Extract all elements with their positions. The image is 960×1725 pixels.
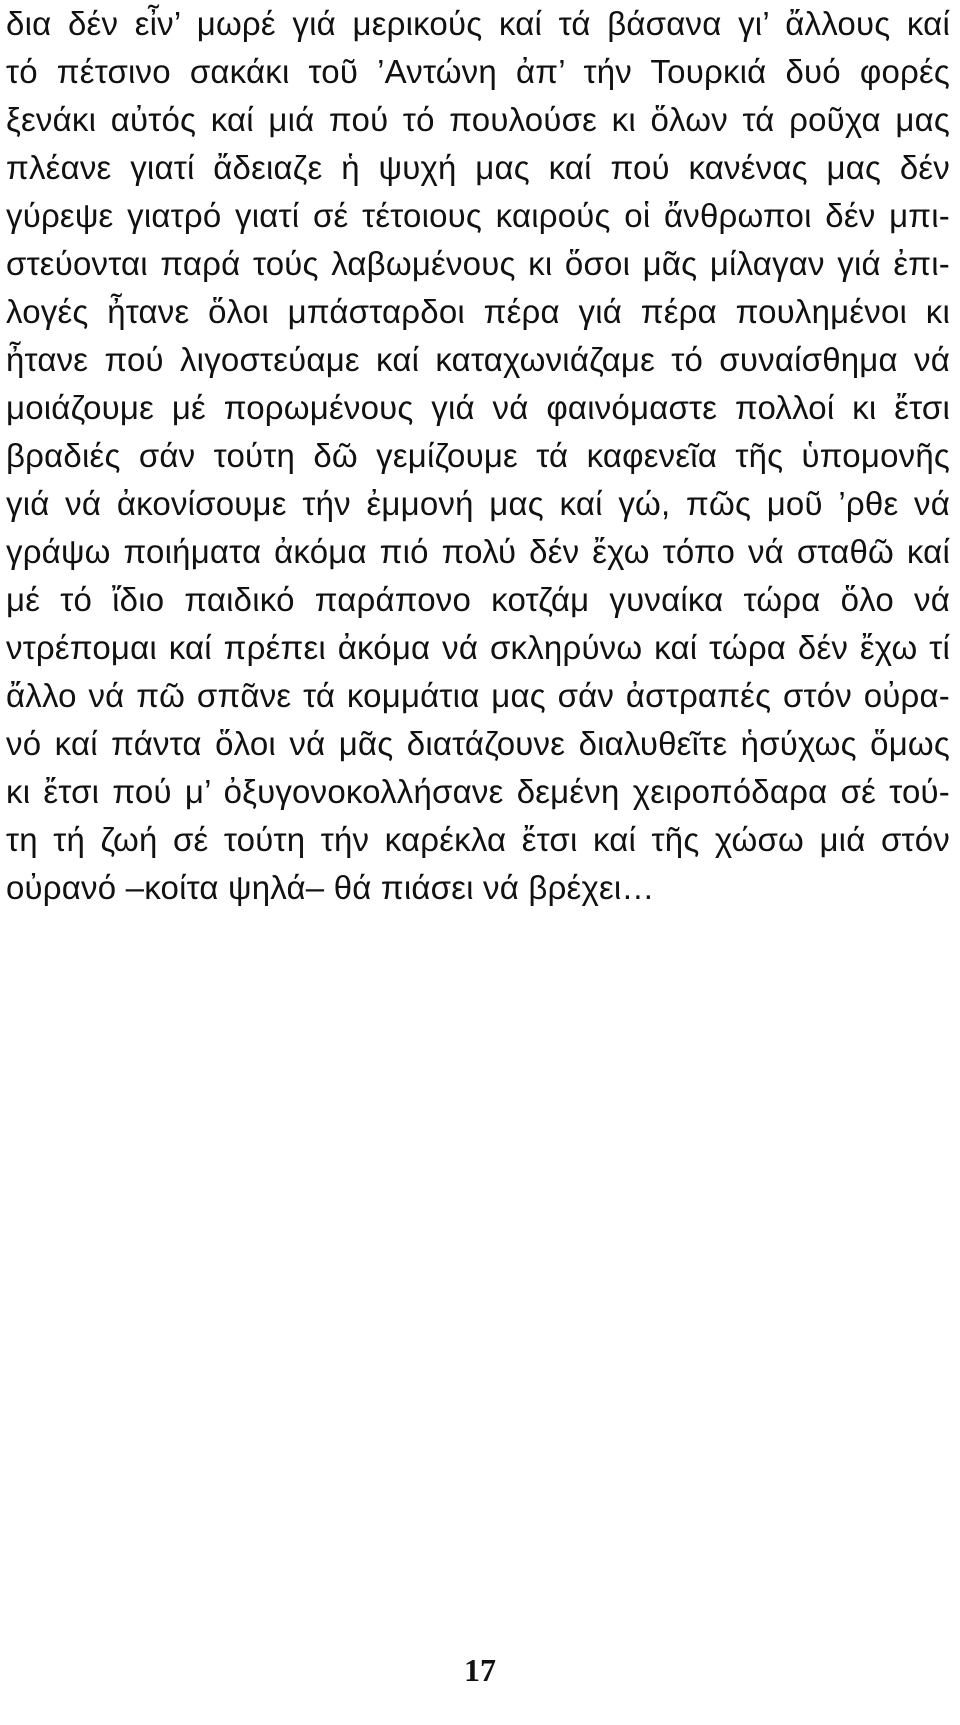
text-line: γιά νά ἀκονίσουμε τήν ἐμμονή μας καί γώ, πῶς μοῦ ’ρθε νά — [6, 485, 950, 522]
text-line: νό καί πάντα ὅλοι νά μᾶς διατάζουνε διαλυθεῖτε ἡσύχως ὅμως — [6, 725, 950, 762]
text-line: βραδιές σάν τούτη δῶ γεμίζουμε τά καφενεῖα τῆς ὑπομονῆς — [6, 437, 950, 474]
text-line: γύρεψε γιατρό γιατί σέ τέτοιους καιρούς οἱ ἄνθρωποι δέν μπι- — [6, 197, 950, 234]
text-line: μοιάζουμε μέ πορωμένους γιά νά φαινόμαστε πολλοί κι ἔτσι — [6, 389, 950, 426]
text-line: τη τή ζωή σέ τούτη τήν καρέκλα ἔτσι καί τῆς χώσω μιά στόν — [6, 821, 950, 858]
text-line: πλέανε γιατί ἄδειαζε ἡ ψυχή μας καί πού κανένας μας δέν — [6, 149, 950, 186]
page-number: 17 — [464, 1652, 496, 1688]
text-line: ἦτανε πού λιγοστεύαμε καί καταχωνιάζαμε τό συναίσθημα νά — [6, 341, 950, 378]
text-line-last: οὐρανό –κοίτα ψηλά– θά πιάσει νά βρέχει… — [6, 869, 655, 906]
text-line: γράψω ποιήματα ἀκόμα πιό πολύ δέν ἔχω τόπο νά σταθῶ καί — [6, 533, 950, 570]
text-line: δια δέν εἶν’ μωρέ γιά μερικούς καί τά βάσανα γι’ ἄλλους καί — [6, 5, 950, 42]
text-line: μέ τό ἴδιο παιδικό παράπονο κοτζάμ γυναίκα τώρα ὅλο νά — [6, 581, 950, 618]
text-line: ἄλλο νά πῶ σπᾶνε τά κομμάτια μας σάν ἀστραπές στόν οὐρα- — [6, 677, 950, 714]
body-text — [6, 0, 950, 912]
text-line: λογές ἦτανε ὅλοι μπάσταρδοι πέρα γιά πέρα πουλημένοι κι — [6, 293, 950, 330]
text-line: ντρέπομαι καί πρέπει ἀκόμα νά σκληρύνω καί τώρα δέν ἔχω τί — [6, 629, 950, 666]
text-line: κι ἔτσι πού μ’ ὀξυγονοκολλήσανε δεμένη χειροπόδαρα σέ τού- — [6, 773, 950, 810]
text-line: ξενάκι αὐτός καί μιά πού τό πουλούσε κι ὅλων τά ροῦχα μας — [6, 101, 950, 138]
text-line: στεύονται παρά τούς λαβωμένους κι ὅσοι μᾶς μίλαγαν γιά ἐπι- — [6, 245, 950, 282]
text-line: τό πέτσινο σακάκι τοῦ ’Αντώνη ἀπ’ τήν Τουρκιά δυό φορές — [6, 53, 950, 90]
